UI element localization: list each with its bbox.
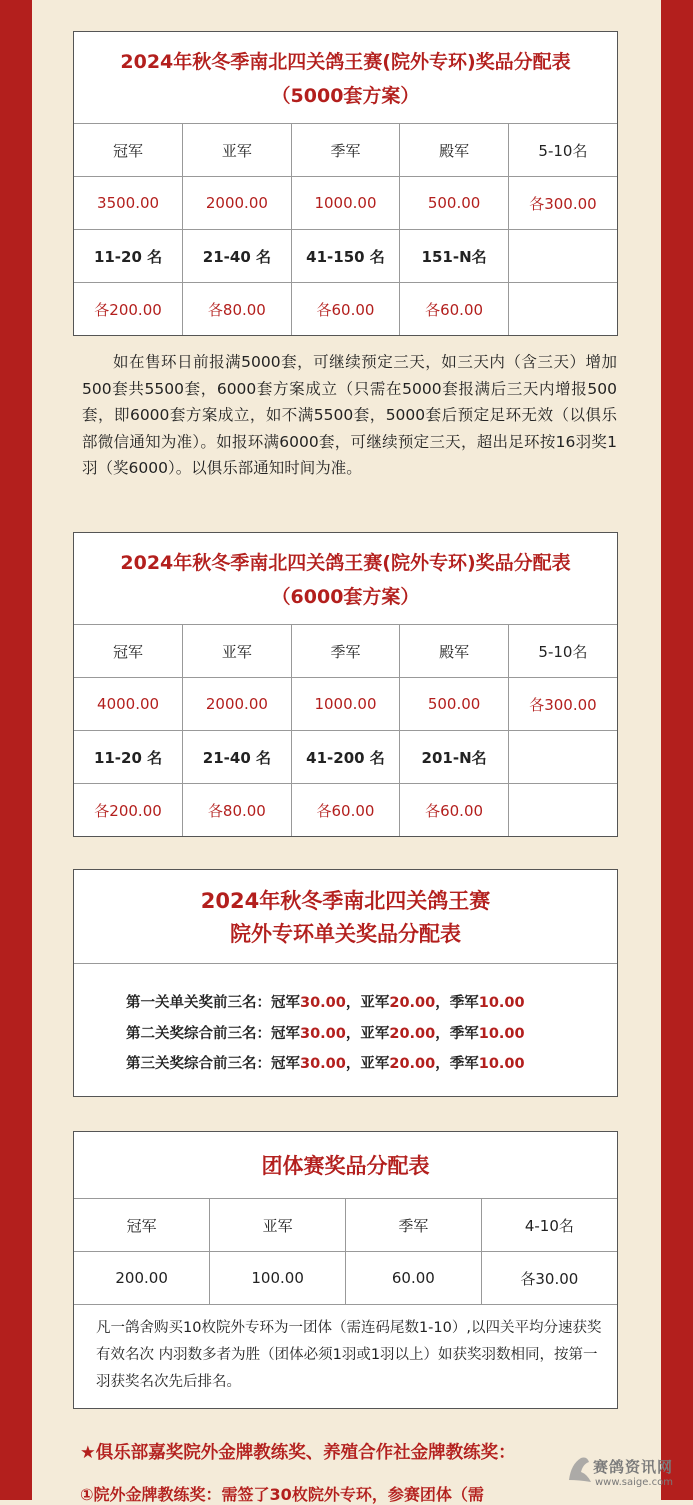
table-cell: 3500.00 (74, 177, 183, 230)
table-cell: 殿军 (400, 625, 509, 678)
table-cell: 500.00 (400, 177, 509, 230)
right-red-border (661, 0, 693, 1500)
table-cell: 冠军 (74, 1199, 210, 1252)
table-cell: 151-N名 (400, 230, 509, 283)
table-cell: 41-200 名 (291, 731, 400, 784)
prize-table-5000 (73, 31, 618, 336)
team-prize-card (73, 1131, 618, 1409)
table-cell: 季军 (291, 124, 400, 177)
title-line-1: 2024年秋冬季南北四关鸽王赛(院外专环)奖品分配表 (120, 552, 571, 574)
table-cell: 冠军 (74, 625, 183, 678)
pigeon-logo-icon (565, 1450, 593, 1490)
row-label: ，季军 (435, 1025, 479, 1042)
row-label: 第二关奖综合前三名：冠军 (126, 1025, 300, 1042)
table-row (74, 1252, 617, 1305)
table-row (74, 625, 617, 678)
table-cell: 11-20 名 (74, 230, 183, 283)
table-row (74, 124, 617, 177)
team-prize-title (74, 1132, 617, 1199)
runner-up-value: 20.00 (389, 1056, 436, 1072)
table-cell: 季军 (291, 625, 400, 678)
table-cell: 4-10名 (481, 1199, 617, 1252)
watermark-url: www.saige.com (595, 1477, 673, 1488)
left-red-border (0, 0, 32, 1500)
table-cell: 41-150 名 (291, 230, 400, 283)
prize-table-6000-title (74, 533, 617, 625)
table-cell: 亚军 (183, 625, 292, 678)
row-label: ，亚军 (345, 1025, 390, 1042)
table-cell: 各60.00 (291, 283, 400, 336)
table-cell (508, 731, 617, 784)
table-cell (508, 283, 617, 336)
table-cell: 各300.00 (508, 177, 617, 230)
champion-value: 30.00 (300, 995, 346, 1011)
table-cell: 5-10名 (508, 625, 617, 678)
table-row (74, 731, 617, 784)
row-label: ，季军 (435, 995, 479, 1011)
notice-paragraph: 如在售环日前报满5000套，可继续预定三天，如三天内（含三天）增加500套共5500套，6000套方案成立（只需在5000套报满后三天内增报500套，即6000套方案成立，如不满5500套，5000套后预定足环无效（以俱乐部微信通知为准）。如报环满6000套，可继续预定三天，超出足环按16羽奖1羽（奖6000）。以俱乐部通知时间为准。 (82, 353, 617, 477)
table-cell: 殿军 (400, 124, 509, 177)
watermark-text: 赛鸽资讯网 (593, 1458, 674, 1476)
list-item (126, 1049, 617, 1080)
table-cell: 2000.00 (183, 177, 292, 230)
table-row (74, 678, 617, 731)
third-value: 10.00 (478, 1025, 525, 1042)
table-cell: 201-N名 (400, 731, 509, 784)
third-value: 10.00 (478, 1056, 525, 1072)
table-cell: 21-40 名 (183, 230, 292, 283)
row-label: ，亚军 (345, 995, 390, 1011)
bonus-line: ①院外金牌教练奖：需签了30枚院外专环，参赛团体（需 (80, 1485, 484, 1504)
table-row (74, 283, 617, 336)
title-line-2: （6000套方案） (271, 586, 420, 608)
table-cell: 1000.00 (291, 177, 400, 230)
team-prize-grid (74, 1199, 617, 1304)
prize-table-6000 (73, 532, 618, 837)
runner-up-value: 20.00 (389, 1025, 436, 1042)
table-cell: 亚军 (183, 124, 292, 177)
table-cell: 100.00 (210, 1252, 346, 1305)
runner-up-value: 20.00 (389, 995, 436, 1011)
bonus-heading: ★俱乐部嘉奖院外金牌教练奖、养殖合作社金牌教练奖： (80, 1443, 516, 1463)
prize-grid-5000 (74, 124, 617, 335)
table-cell (508, 230, 617, 283)
table-cell: 季军 (346, 1199, 482, 1252)
table-row (74, 1199, 617, 1252)
third-value: 10.00 (478, 995, 525, 1011)
title-line-1: 2024年秋冬季南北四关鸽王赛 (200, 889, 491, 913)
table-cell: 11-20 名 (74, 731, 183, 784)
table-row (74, 230, 617, 283)
table-cell: 各200.00 (74, 784, 183, 837)
table-cell: 60.00 (346, 1252, 482, 1305)
team-rules-note: 凡一鸽舍购买10枚院外专环为一团体（需连码尾数1-10）,以四关平均分速获奖有效名次 内羽数多者为胜（团体必须1羽或1羽以上）如获奖羽数相同，按第一羽获奖名次先后排名。 (74, 1304, 617, 1408)
single-stage-prize-card (73, 869, 618, 1097)
list-item (126, 1019, 617, 1050)
list-item (126, 988, 617, 1019)
table-row (74, 784, 617, 837)
single-stage-list (74, 964, 617, 1096)
table-cell: 各60.00 (400, 283, 509, 336)
table-cell: 各30.00 (481, 1252, 617, 1305)
single-stage-title (74, 870, 617, 964)
table-cell: 1000.00 (291, 678, 400, 731)
row-label: ，季军 (435, 1056, 479, 1072)
champion-value: 30.00 (300, 1056, 346, 1072)
prize-grid-6000 (74, 625, 617, 836)
table-cell: 2000.00 (183, 678, 292, 731)
table-cell: 各200.00 (74, 283, 183, 336)
title-line-1: 2024年秋冬季南北四关鸽王赛(院外专环)奖品分配表 (120, 51, 571, 73)
table-cell: 亚军 (210, 1199, 346, 1252)
champion-value: 30.00 (300, 1025, 346, 1042)
table-cell: 21-40 名 (183, 731, 292, 784)
table-cell: 4000.00 (74, 678, 183, 731)
title-line-1: 团体赛奖品分配表 (261, 1154, 430, 1178)
table-cell: 各80.00 (183, 283, 292, 336)
table-cell: 冠军 (74, 124, 183, 177)
table-cell: 各80.00 (183, 784, 292, 837)
table-cell: 各60.00 (400, 784, 509, 837)
table-cell: 各60.00 (291, 784, 400, 837)
prize-table-5000-title (74, 32, 617, 124)
table-cell: 500.00 (400, 678, 509, 731)
row-label: ，亚军 (345, 1056, 390, 1072)
site-watermark (565, 1448, 693, 1500)
table-cell: 200.00 (74, 1252, 210, 1305)
title-line-2: 院外专环单关奖品分配表 (230, 922, 461, 946)
table-cell: 各300.00 (508, 678, 617, 731)
title-line-2: （5000套方案） (271, 85, 420, 107)
row-label: 第三关奖综合前三名：冠军 (126, 1056, 300, 1072)
row-label: 第一关单关奖前三名：冠军 (126, 995, 300, 1011)
table-row (74, 177, 617, 230)
table-cell: 5-10名 (508, 124, 617, 177)
table-cell (508, 784, 617, 837)
